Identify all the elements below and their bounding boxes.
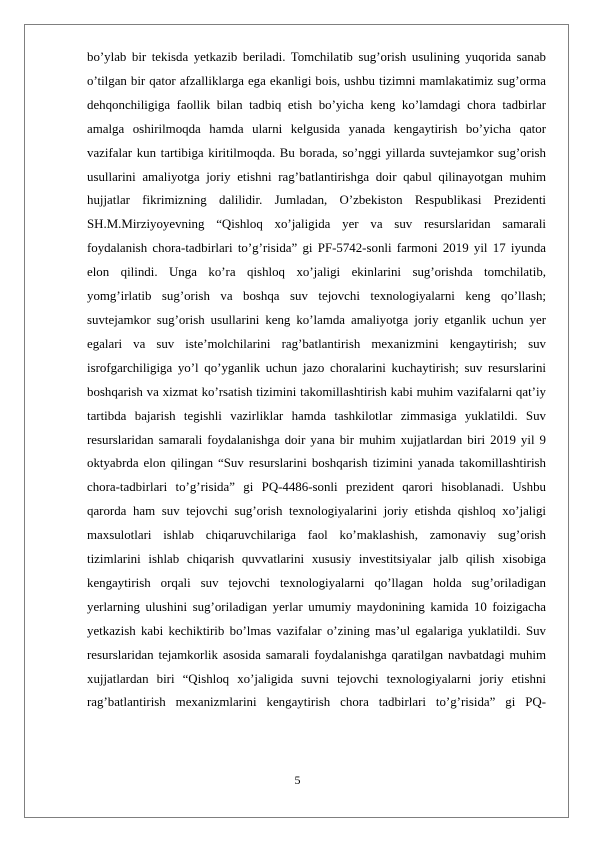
page-number: 5 [294,773,301,787]
body-paragraph: bo’ylab bir tekisda yetkazib beriladi. Tomchilatib sug’orish usulining yuqorida sanab o’tilgan bir qator afzalliklarga ega ekanligi bois, ushbu tizimni mamlakatimiz sug’orma dehqonchiligiga faollik bilan tadbiq etish bo’yicha keng ko’lamdagi chora tadbirlar amalga oshirilmoqda hamda ularni kelgusida yanada kengaytirish bo’yicha qator vazifalar kun tartibiga kiritilmoqda. Bu borada, so’nggi yillarda suvtejamkor sug’orish usullarini amaliyotga joriy etishni rag’batlantirishga doir qabul qilinayotgan muhim hujjatlar fikrimizning dalilidir. Jumladan, O’zbekiston Respublikasi Prezidenti SH.M.Mirziyoyevning “Qishloq xo’jaligida yer va suv resurslaridan samarali foydalanish chora-tadbirlari to’g’risida” gi PF-5742-sonli farmoni 2019 yil 17 iyunda elon qilindi. Unga ko’ra qishloq xo’jaligi ekinlarini sug’orishda tomchilatib, yomg’irlatib sug’orish va boshqa suv tejovchi texnologiyalarni keng qo’llash; suvtejamkor sug’orish usullarini keng ko’lamda amaliyotga joriy etganlik uchun yer egalari va suv iste’molchilarini rag’batlantirish mexanizmini kengaytirish; suv isrofgarchiligiga yo’l qo’yganlik uchun jazo choralarini kuchaytirish; suv resurslarini boshqarish va xizmat ko’rsatish tizimini takomillashtirish kabi muhim vazifalarni qat’iy tartibda bajarish tegishli vazirliklar hamda tashkilotlar zimmasiga yuklatildi. Suv resurslaridan samarali foydalanishga doir yana bir muhim xujjatlardan biri 2019 yil 9 oktyabrda elon qilingan “Suv resurslarini boshqarish tizimini yanada takomillashtirish chora-tadbirlari to’g’risida” gi PQ-4486-sonli prezident qarori hisoblanadi. Ushbu qarorda ham suv tejovchi sug’orish texnologiyalarini joriy etishda qishloq xo’jaligi maxsulotlari ishlab chiqaruvchilariga faol ko’maklashish, zamonaviy sug’orish tizimlarini ishlab chiqarish quvvatlarini xususiy investitsiyalar jalb qilish xisobiga kengaytirish orqali suv tejovchi texnologiyalarni qo’llagan holda sug’oriladigan yerlarning ulushini sug’oriladigan yerlar umumiy maydonining kamida 10 foizigacha yetkazish kabi kechiktirib bo’lmas vazifalar o’zining mas’ul egalariga yuklatildi. Suv resurslaridan tejamkorlik asosida samarali foydalanishga qaratilgan navbatdagi muhim xujjatlardan biri “Qishloq xo’jaligida suvni tejovchi texnologiyalarni joriy etishni rag’batlantirish mexanizmlarini kengaytirish chora tadbirlari to’g’risida” gi PQ- [87,50,546,710]
